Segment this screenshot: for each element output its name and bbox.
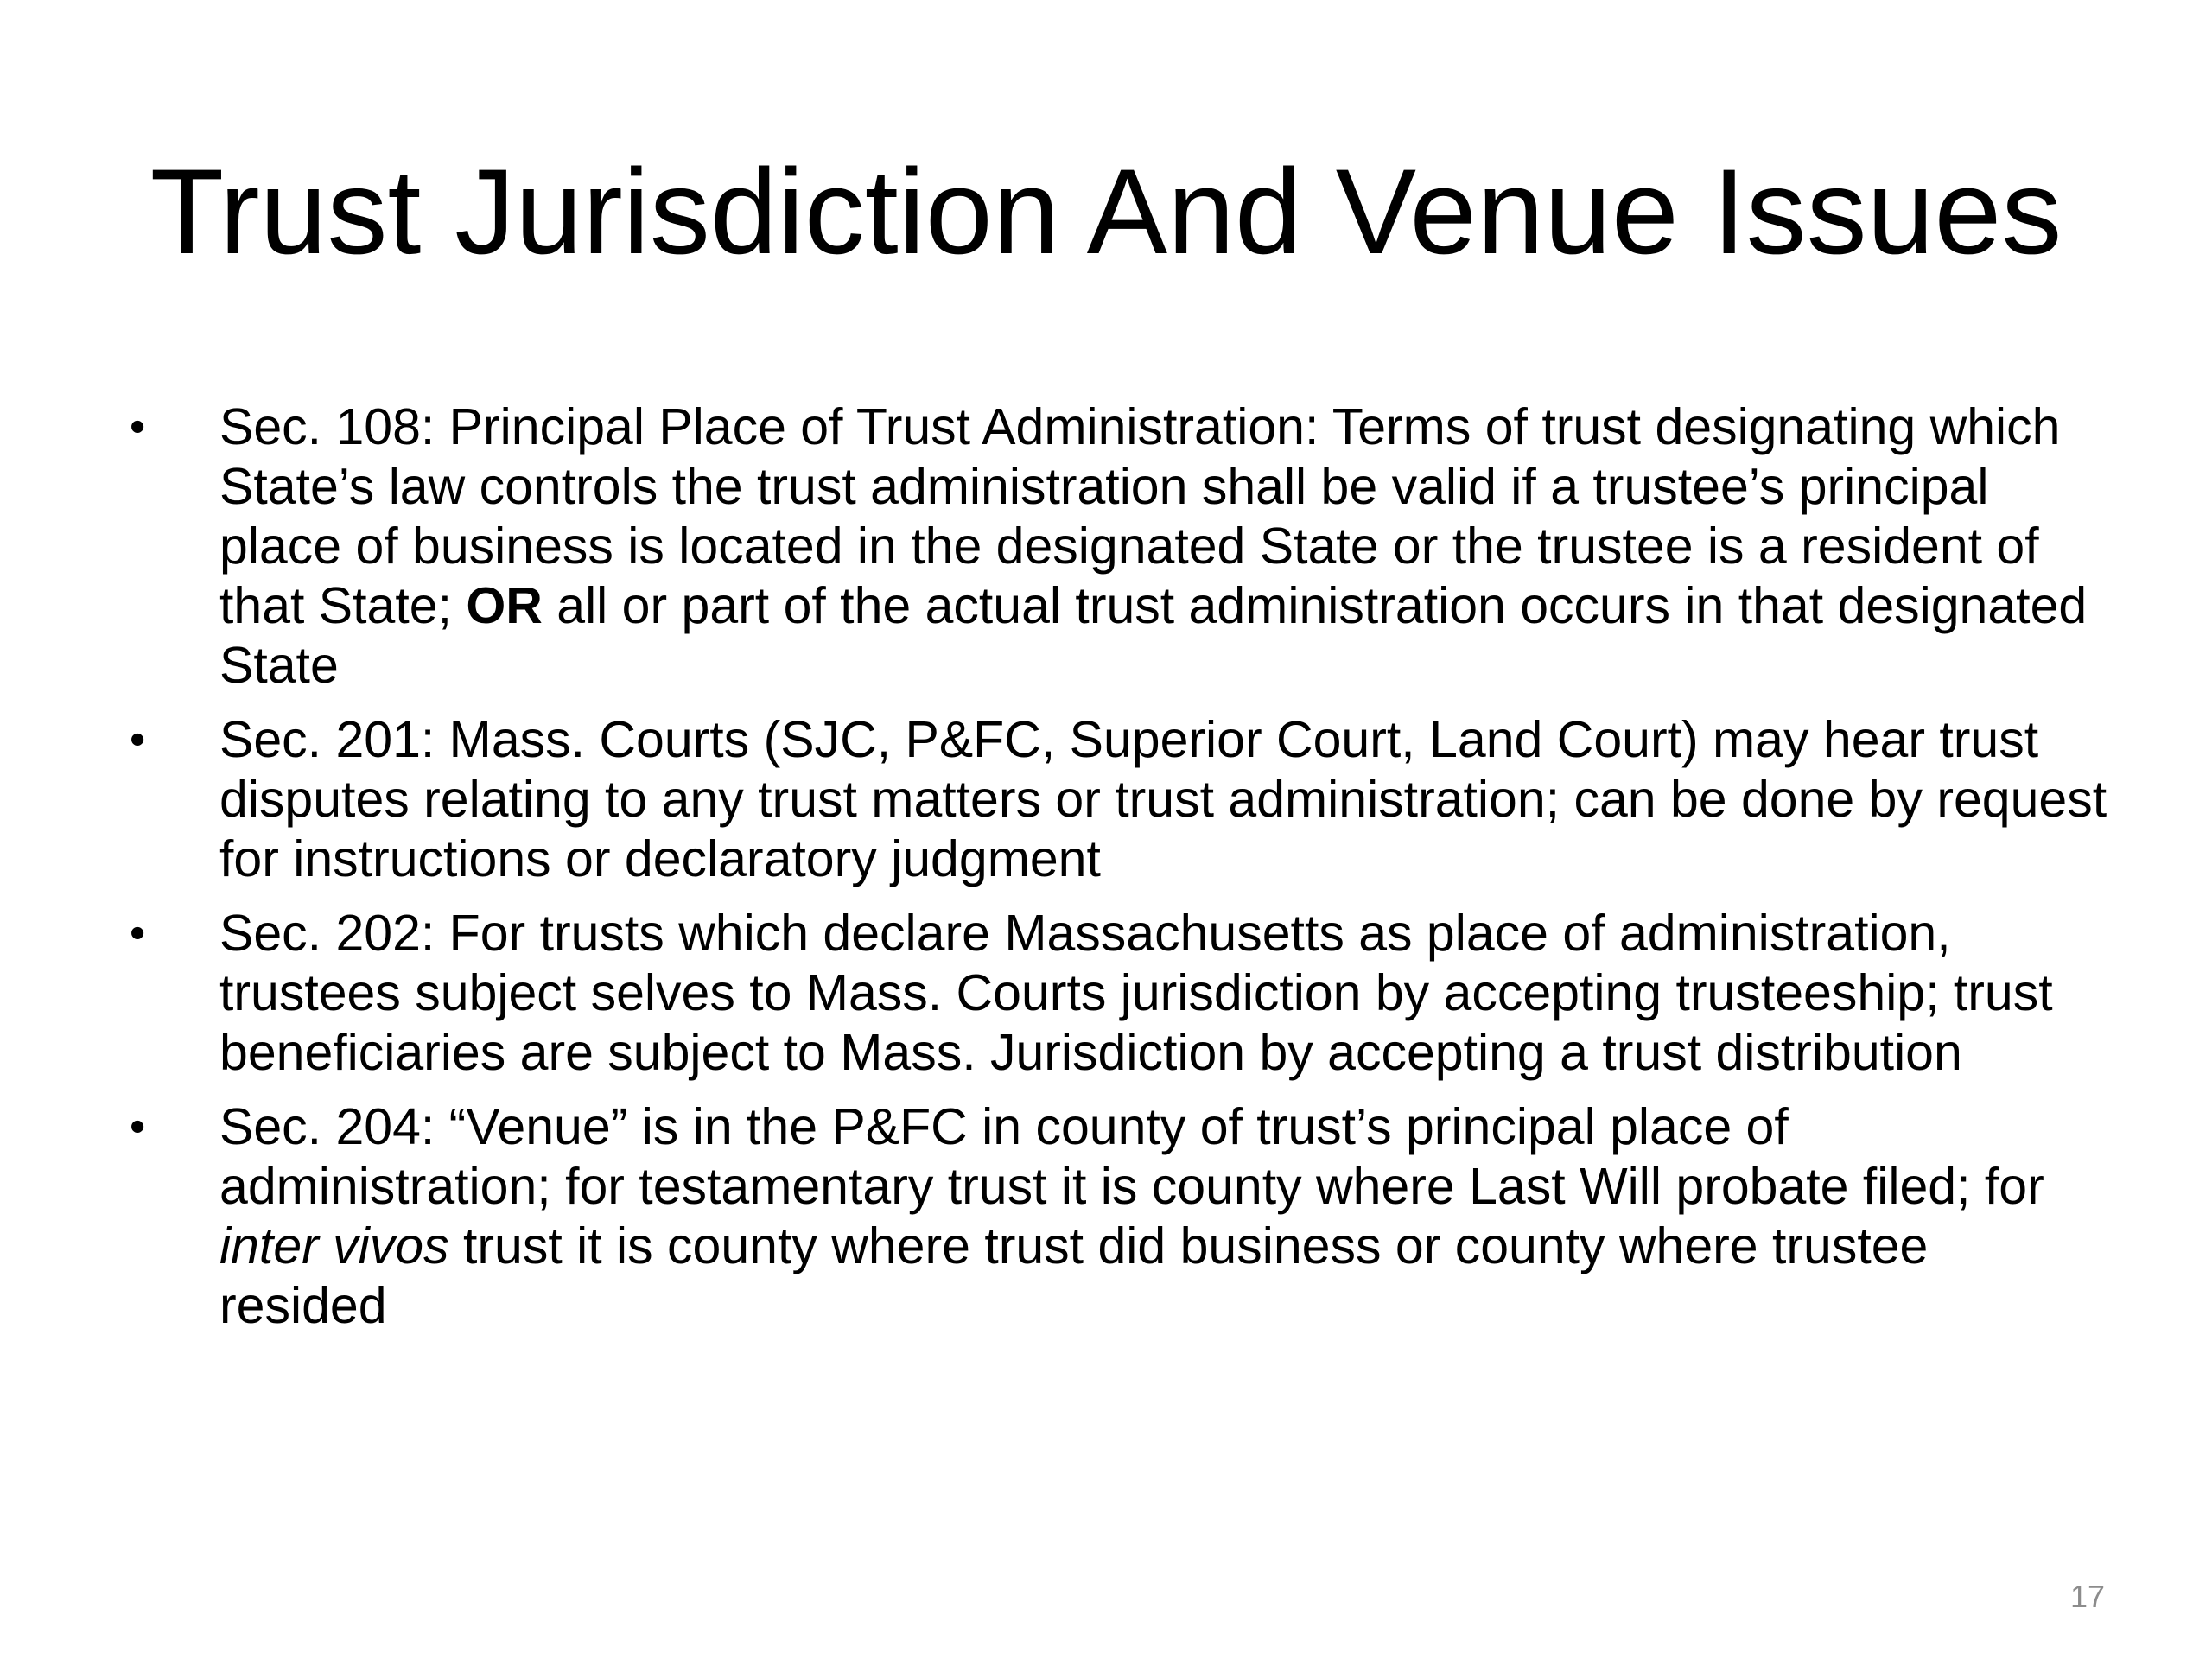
- bullet-text-part: Sec. 108: Principal Place of Trust Administration: Terms of trust designating which State’s law controls the trust administration shall be valid if a trustee’s principal place of business is located in the designated State or the trustee is a resident of that State;: [219, 398, 2061, 634]
- bullet-text-part: Sec. 201: Mass. Courts (SJC, P&FC, Superior Court, Land Court) may hear trust disputes relating to any trust matters or trust administration; can be done by request for instructions or declaratory judgment: [219, 711, 2107, 887]
- bullet-text-part: Sec. 204: “Venue” is in the P&FC in county of trust’s principal place of administration; for testamentary trust it is county where Last Will probate filed; for: [219, 1098, 2044, 1215]
- bullet-text-part: Sec. 202: For trusts which declare Massachusetts as place of administration, trustees subject selves to Mass. Courts jurisdiction by accepting trusteeship; trust beneficiaries are subject to Mass. Jurisdiction by accepting a trust distribution: [219, 905, 2053, 1081]
- bullet-dot-icon: •: [130, 1102, 146, 1152]
- bullet-text-part: trust it is county where trust did business or county where trustee resided: [219, 1217, 1929, 1334]
- bullet-item-sec-108: [130, 397, 2108, 696]
- slide-number: 17: [2069, 1579, 2105, 1614]
- slide-title: Trust Jurisdiction And Venue Issues: [149, 143, 2063, 279]
- bullet-item-sec-202: [130, 904, 2108, 1083]
- bullet-text-italic: inter vivos: [219, 1217, 449, 1274]
- bullet-dot-icon: •: [130, 715, 146, 765]
- bullet-dot-icon: •: [130, 402, 146, 452]
- bullet-text-part: all or part of the actual trust administration occurs in that designated State: [219, 577, 2088, 694]
- bullet-dot-icon: •: [130, 908, 146, 958]
- bullet-item-sec-201: [130, 710, 2108, 889]
- bullet-text-bold: OR: [466, 577, 543, 634]
- bullet-item-sec-204: [130, 1097, 2108, 1336]
- bullet-list: [130, 397, 2108, 1351]
